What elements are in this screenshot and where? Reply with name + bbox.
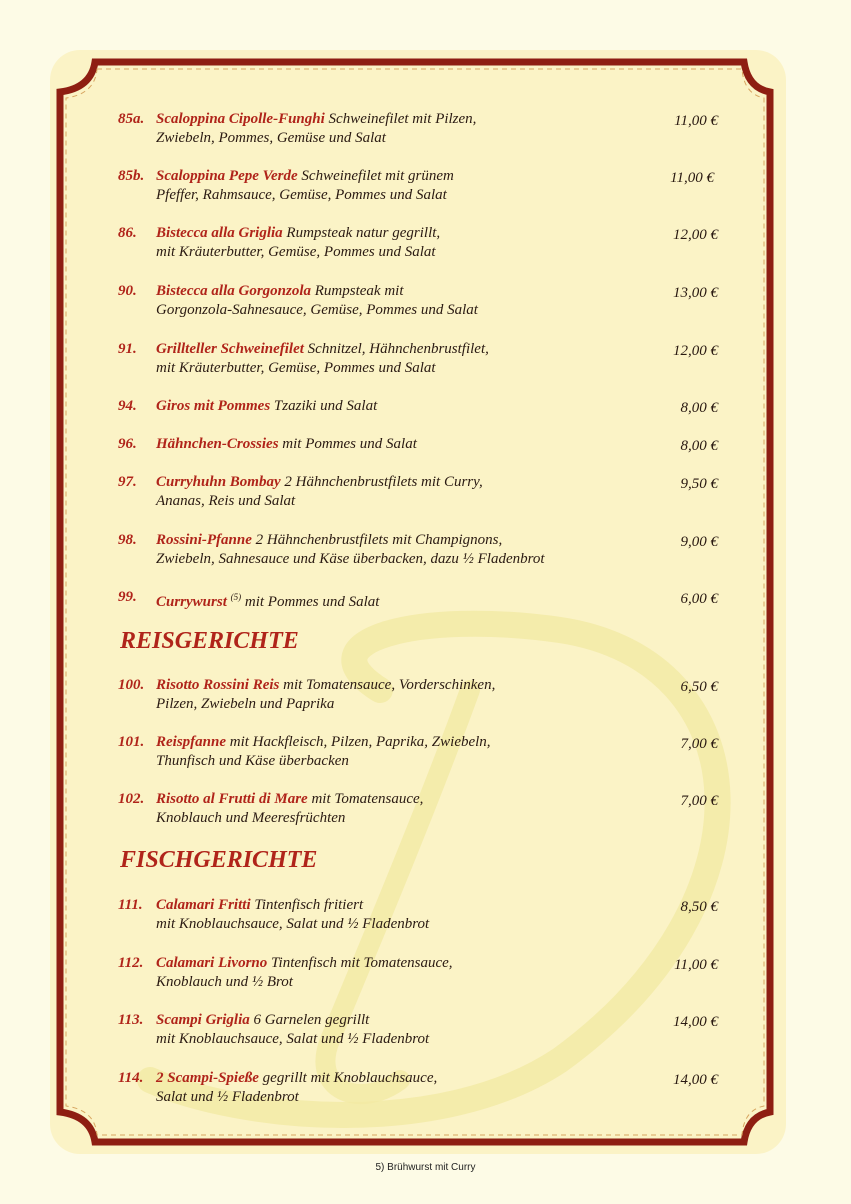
item-name: Curryhuhn Bombay — [156, 474, 281, 490]
item-number: 113. — [118, 1012, 144, 1028]
item-number: 100. — [118, 677, 145, 693]
menu-item-113 — [118, 1011, 718, 1049]
item-number: 111. — [118, 897, 143, 913]
item-description: 2 Hähnchenbrustfilets mit Curry, — [280, 474, 483, 490]
item-number: 98. — [118, 532, 137, 548]
item-name: Giros mit Pommes — [156, 398, 271, 414]
item-number: 86. — [118, 225, 137, 241]
menu-item-90 — [118, 282, 718, 320]
item-description: Rumpsteak natur gegrillt, — [282, 225, 441, 241]
item-description-2: Zwiebeln, Pommes, Gemüse und Salat — [156, 130, 386, 146]
item-description-2: Pfeffer, Rahmsauce, Gemüse, Pommes und Salat — [156, 187, 447, 203]
item-name: Hähnchen-Crossies — [156, 436, 279, 452]
footnote: 5) Brühwurst mit Curry — [375, 1162, 476, 1173]
item-description-2: Ananas, Reis und Salat — [156, 493, 296, 509]
item-number: 102. — [118, 791, 145, 807]
item-price: 9,50 € — [680, 476, 718, 492]
item-number: 85b. — [118, 168, 145, 184]
item-name: Currywurst — [156, 594, 227, 610]
menu-item-96 — [118, 435, 718, 454]
menu-item-114 — [118, 1069, 718, 1107]
item-description: mit Tomatensauce, Vorderschinken, — [279, 677, 496, 693]
item-name: Bistecca alla Griglia — [156, 225, 283, 241]
item-description-2: Gorgonzola-Sahnesauce, Gemüse, Pommes und Salat — [156, 302, 478, 318]
menu-item-97 — [118, 473, 718, 511]
item-price: 6,50 € — [680, 679, 718, 695]
item-description-2: Pilzen, Zwiebeln und Paprika — [156, 696, 335, 712]
menu-item-100 — [118, 676, 718, 714]
item-description-2: Salat und ½ Fladenbrot — [156, 1089, 299, 1105]
item-name: 2 Scampi-Spieße — [156, 1070, 259, 1086]
item-price: 7,00 € — [680, 736, 718, 752]
menu-item-101 — [118, 733, 718, 771]
item-description-2: mit Knoblauchsauce, Salat und ½ Fladenbrot — [156, 1031, 430, 1047]
item-description: mit Pommes und Salat — [241, 594, 380, 610]
menu-item-98 — [118, 531, 718, 569]
item-number: 85a. — [118, 111, 145, 127]
item-number: 90. — [118, 283, 137, 299]
item-name: Scaloppina Cipolle-Funghi — [156, 111, 325, 127]
menu-item-112 — [118, 954, 718, 992]
item-price: 9,00 € — [680, 534, 718, 550]
item-description-2: Knoblauch und Meeresfrüchten — [156, 810, 346, 826]
item-number: 101. — [118, 734, 145, 750]
item-description: mit Tomatensauce, — [307, 791, 424, 807]
item-price: 14,00 € — [673, 1072, 718, 1088]
menu-item-111 — [118, 896, 718, 934]
item-description-2: mit Kräuterbutter, Gemüse, Pommes und Salat — [156, 244, 436, 260]
menu-item-85a — [118, 110, 718, 148]
item-description: Rumpsteak mit — [311, 283, 404, 299]
item-number: 96. — [118, 436, 137, 452]
item-description-2: Knoblauch und ½ Brot — [156, 974, 293, 990]
item-price: 12,00 € — [673, 227, 718, 243]
item-description-2: mit Knoblauchsauce, Salat und ½ Fladenbrot — [156, 916, 430, 932]
menu-item-91 — [118, 340, 718, 378]
item-price: 11,00 € — [674, 113, 718, 129]
item-description: mit Hackfleisch, Pilzen, Paprika, Zwiebeln, — [226, 734, 491, 750]
item-number: 112. — [118, 955, 144, 971]
item-description: 2 Hähnchenbrustfilets mit Champignons, — [251, 532, 503, 548]
item-price: 8,50 € — [680, 899, 718, 915]
menu-item-86 — [118, 224, 718, 262]
item-description: 6 Garnelen gegrillt — [249, 1012, 370, 1028]
item-description: Schweinefilet mit Pilzen, — [324, 111, 477, 127]
item-description: Tintenfisch mit Tomatensauce, — [267, 955, 453, 971]
menu-item-99 — [118, 588, 718, 612]
item-name: Risotto al Frutti di Mare — [156, 791, 308, 807]
item-price: 11,00 € — [674, 957, 718, 973]
item-price: 6,00 € — [680, 591, 718, 607]
item-description: mit Pommes und Salat — [278, 436, 417, 452]
item-number: 99. — [118, 589, 137, 605]
item-name: Bistecca alla Gorgonzola — [156, 283, 312, 299]
item-name: Rossini-Pfanne — [156, 532, 252, 548]
item-number: 91. — [118, 341, 137, 357]
item-description-2: mit Kräuterbutter, Gemüse, Pommes und Salat — [156, 360, 436, 376]
item-price: 7,00 € — [680, 793, 718, 809]
item-description: Schnitzel, Hähnchenbrustfilet, — [303, 341, 489, 357]
item-number: 114. — [118, 1070, 144, 1086]
item-number: 94. — [118, 398, 137, 414]
item-description-2: Thunfisch und Käse überbacken — [156, 753, 349, 769]
menu-item-94 — [118, 397, 718, 416]
item-name: Calamari Fritti — [156, 897, 251, 913]
item-name: Scaloppina Pepe Verde — [156, 168, 298, 184]
menu-item-85b — [118, 167, 718, 205]
item-name: Scampi Griglia — [156, 1012, 250, 1028]
item-price: 14,00 € — [673, 1014, 718, 1030]
item-name: Risotto Rossini Reis — [156, 677, 280, 693]
item-description: Tzaziki und Salat — [270, 398, 378, 414]
item-price: 13,00 € — [673, 285, 718, 301]
item-description: Tintenfisch fritiert — [250, 897, 364, 913]
section-title-reisgerichte: REISGERICHTE — [120, 628, 299, 654]
item-description: gegrillt mit Knoblauchsauce, — [258, 1070, 438, 1086]
item-name: Calamari Livorno — [156, 955, 268, 971]
item-name: Grillteller Schweinefilet — [156, 341, 304, 357]
menu-item-102 — [118, 790, 718, 828]
item-price: 11,00 € — [670, 170, 714, 186]
item-description: Schweinefilet mit grünem — [297, 168, 454, 184]
item-name: Reispfanne — [156, 734, 227, 750]
item-price: 12,00 € — [673, 343, 718, 359]
item-price: 8,00 € — [680, 400, 718, 416]
item-price: 8,00 € — [680, 438, 718, 454]
section-title-fischgerichte: FISCHGERICHTE — [120, 847, 318, 873]
item-number: 97. — [118, 474, 137, 490]
item-description-2: Zwiebeln, Sahnesauce und Käse überbacken, dazu ½ Fladenbrot — [156, 551, 545, 567]
footnote-marker: (5) — [230, 592, 242, 602]
